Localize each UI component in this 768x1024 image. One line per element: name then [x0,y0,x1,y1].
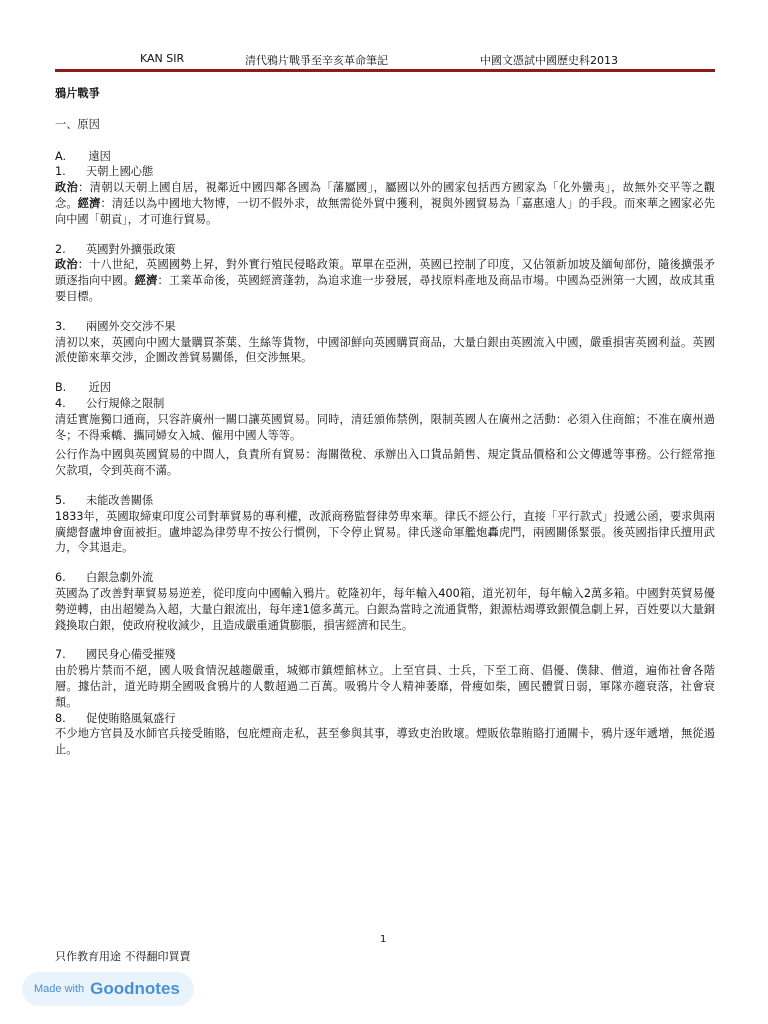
page-number: 1 [380,934,387,945]
badge-prefix: Made with [34,983,85,995]
item-paragraph: 公行作為中國與英國貿易的中間人，負責所有貿易：海關徵稅、承辦出入口貨品銷售、規定貨品價格和公文傳遞等事務。公行經常拖欠款項，令到英商不滿。 [55,448,715,478]
header-rule [55,69,715,72]
item-title: 未能改善關係 [86,493,154,507]
subheading-b: B. 近因 [55,381,111,395]
header-title: 清代鴉片戰爭至辛亥革命筆記 [245,54,388,67]
item-number: 4. [55,396,66,410]
item-paragraph: 英國為了改善對華貿易易逆差，從印度向中國輸入鴉片。乾隆初年，每年輸入400箱，道光初年，每年輸入2萬多箱。中國對英貿易優勢逆轉，由出超變為入超，大量白銀流出，每年達1億多萬元。白銀為當時之流通貨幣，銀源枯竭導致銀價急劇上昇，百姓要以大量銅錢換取白銀，使政府稅收減少，且造成嚴重通貨膨脹，損害經濟和民生。 [55,586,715,632]
item-heading [55,711,715,727]
item-title: 公行規條之限制 [86,396,165,410]
item-heading [55,242,715,258]
document-body [55,86,715,772]
item-title: 白銀急劇外流 [86,571,154,585]
paragraph-text-2: ：工業革命後，英國經濟蓬勃，為追求進一步發展，尋找原料產地及商品市場。中國為亞洲第一大國，故成其重要目標。 [55,274,715,303]
item-title: 國民身心備受摧殘 [86,648,176,662]
footer-note: 只作教育用途 不得翻印買賣 [55,950,191,963]
item-paragraph: 清初以來，英國向中國大量購買茶葉、生絲等貨物，中國卻鮮向英國購買商品，大量白銀由英國流入中國，嚴重損害英國利益。英國派使節來華交涉，企圖改善貿易關係，但交涉無果。 [55,335,715,365]
document-title: 鴉片戰爭 [55,87,100,100]
item-number: 7. [55,648,66,662]
item-paragraph [55,257,715,304]
page-header [55,52,715,68]
item-heading [55,164,715,180]
paragraph-lead: 政治 [55,181,79,195]
paragraph-text: ：清朝以天朝上國自居，視鄰近中國四鄰各國為「藩屬國」，屬國以外的國家包括西方國家為「化外蠻夷」，故無外交平等之觀念。 [55,181,715,210]
item-paragraph: 1833年，英國取締東印度公司對華貿易的專利權，改派商務監督律勞卑來華。律氏不經公行，直接「平行款式」投遞公函，要求與兩廣總督盧坤會面被拒。盧坤認為律勞卑不按公行慣例，下令停止貿易。律氏遂命軍艦炮轟虎門，兩國關係緊張。後英國指律氏擅用武力，令其退走。 [55,509,715,555]
badge-brand: Goodnotes [90,979,180,998]
paragraph-lead-2: 經濟 [77,196,101,210]
item-title: 促使賄賂風氣盛行 [86,711,176,725]
item-heading [55,396,715,412]
section-heading: 一、原因 [55,117,100,131]
item-title: 英國對外擴張政策 [86,242,176,256]
item-number: 5. [55,493,66,507]
item-paragraph [55,180,715,227]
paragraph-text-2: ：清廷以為中國地大物博，一切不假外求，故無需從外貿中獲利，視與外國貿易為「嘉惠遠人」的手段。而來華之國家必先向中國「朝貢」，才可進行貿易。 [55,196,715,226]
item-number: 6. [55,571,66,585]
header-subject: 中國文憑試中國歷史科2013 [480,54,618,67]
item-heading [55,647,715,663]
subheading-a: A. 遠因 [55,149,111,163]
item-number: 8. [55,711,66,725]
goodnotes-badge[interactable] [22,972,194,1006]
item-title: 天朝上國心態 [86,165,154,179]
header-author: KAN SIR [140,52,185,65]
item-number: 2. [55,242,66,256]
item-paragraph: 由於鴉片禁而不絕，國人吸食情況越趨嚴重，城鄉市鎮煙館林立。上至官員、士兵，下至工商、倡優、僕隸、僧道，遍佈社會各階層。據估計，道光時期全國吸食鴉片的人數超過二百萬。吸鴉片令人精神萎靡，骨瘦如柴，國民體質日弱，軍隊亦趨衰落，社會衰頹。 [55,664,715,709]
item-heading [55,319,715,335]
item-heading [55,493,715,509]
paragraph-text: ：十八世紀，英國國勢上昇，對外實行殖民侵略政策。單單在亞洲，英國已控制了印度，又佔領新加坡及緬甸部份，隨後擴張矛頭逐指向中國。 [55,258,715,288]
item-number: 1. [55,165,66,179]
item-title: 兩國外交交涉不果 [86,319,176,333]
item-number: 3. [55,319,66,333]
paragraph-lead-2: 經濟 [134,274,158,288]
paragraph-lead: 政治 [55,258,78,272]
item-paragraph: 清廷實施獨口通商，只容許廣州一關口讓英國貿易。同時，清廷頒佈禁例，限制英國人在廣州之活動：必須入住商館；不准在廣州過冬；不得乘轎、攜同婦女入城、僱用中國人等等。 [55,412,715,442]
item-heading [55,570,715,586]
item-paragraph: 不少地方官員及水師官兵接受賄賂，包庇煙商走私，甚至參與其事，導致吏治敗壞。煙販依靠賄賂打通關卡，鴉片逐年遞增，無從遏止。 [55,727,715,757]
